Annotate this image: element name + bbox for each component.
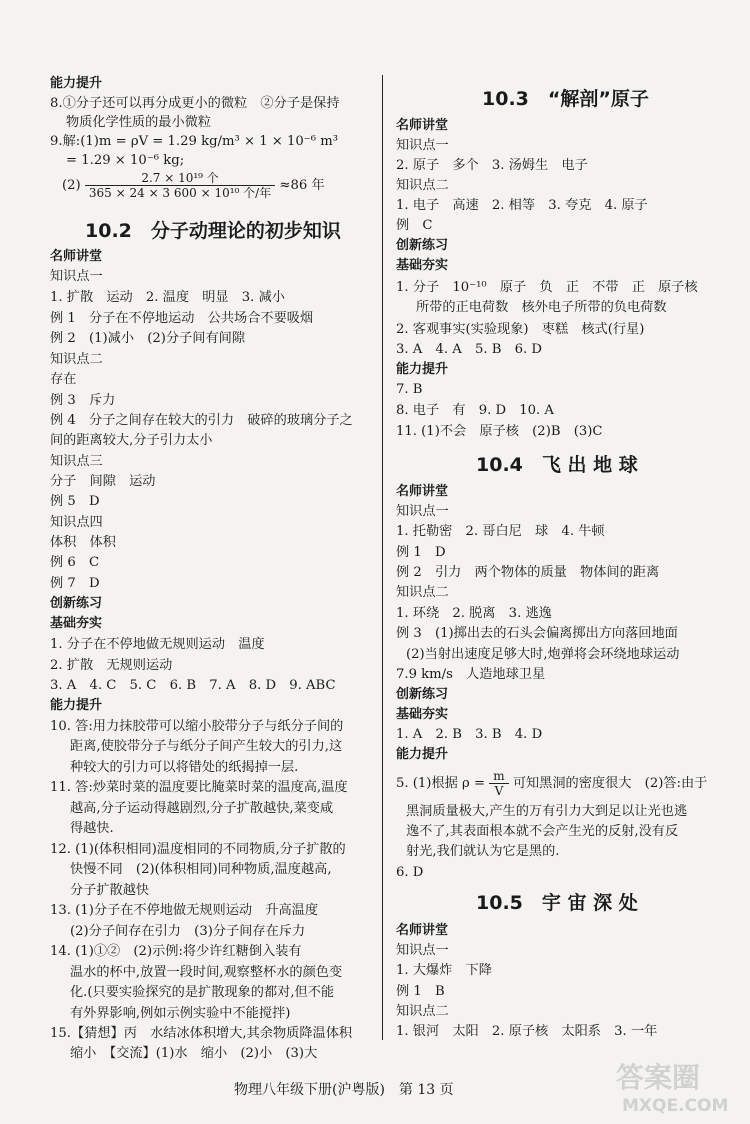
formula-lead: 5. (1)根据 ρ = bbox=[396, 776, 490, 791]
section-title-10-5 bbox=[476, 888, 638, 915]
answer-line: 例 6 C bbox=[50, 555, 100, 570]
heading-ability: 能力提升 bbox=[50, 76, 103, 91]
answer-line: 1. A 2. B 3. B 4. D bbox=[396, 727, 543, 742]
section-title-10-2 bbox=[85, 216, 341, 243]
answer-line: 2. 扩散 无规则运动 bbox=[50, 658, 173, 673]
watermark-text: 答案圈 bbox=[616, 1061, 701, 1094]
subheading: 名师讲堂 bbox=[396, 484, 449, 499]
page-footer: 物理八年级下册(沪粤版) 第 13 页 bbox=[234, 1082, 454, 1098]
answer-line: 体积 体积 bbox=[50, 535, 116, 550]
answer-line: 越高,分子运动得越剧烈,分子扩散越快,菜变咸 bbox=[70, 801, 334, 816]
formula-tail: 可知黑洞的密度很大 (2)答:由于 bbox=[512, 776, 708, 791]
fraction-numerator: m bbox=[489, 769, 508, 784]
answer-line: 射光,我们就认为它是黑的. bbox=[406, 844, 560, 859]
answer-line: 例 4 分子之间存在较大的引力 破碎的玻璃分子之 bbox=[50, 413, 353, 428]
answer-line: 间的距离较大,分子引力太小 bbox=[50, 433, 213, 448]
subheading: 创新练习 bbox=[396, 238, 449, 253]
formula-line bbox=[396, 769, 718, 798]
fraction-denominator: V bbox=[494, 784, 504, 798]
fraction-denominator: 365 × 24 × 3 600 × 10¹⁰ 个/年 bbox=[88, 186, 272, 200]
subheading: 基础夯实 bbox=[50, 616, 103, 631]
density-fraction bbox=[489, 769, 508, 798]
answer-line: 种较大的引力可以将错处的纸揭掉一层. bbox=[70, 760, 299, 775]
answer-line: 1. 分子在不停地做无规则运动 温度 bbox=[50, 637, 265, 652]
answer-line: 12. (1)(体积相同)温度相同的不同物质,分子扩散的 bbox=[50, 842, 346, 857]
answer-line: 14. (1)①② (2)示例:将少许红糖倒入装有 bbox=[50, 944, 302, 959]
knowledge-point: 知识点一 bbox=[50, 269, 103, 284]
answer-line: 逸不了,其表面根本就不会产生光的反射,没有反 bbox=[406, 824, 679, 839]
answer-line: 分子扩散越快 bbox=[70, 883, 150, 898]
answer-line: 11. 答:炒菜时菜的温度要比腌菜时菜的温度高,温度 bbox=[50, 780, 348, 795]
answer-line: 1. 大爆炸 下降 bbox=[396, 963, 492, 978]
answer-line: 10. 答:用力抹胶带可以缩小胶带分子与纸分子间的 bbox=[50, 719, 344, 734]
answer-line: (2)当射出速度足够大时,炮弹将会环绕地球运动 bbox=[406, 647, 680, 662]
answer-line: 1. 电子 高速 2. 相等 3. 夸克 4. 原子 bbox=[396, 198, 648, 213]
answer-line: 缩小 【交流】(1)水 缩小 (2)小 (3)大 bbox=[70, 1046, 318, 1061]
subheading: 名师讲堂 bbox=[396, 923, 449, 938]
answer-line: 7. B bbox=[396, 382, 423, 397]
section-number: 10.3 bbox=[482, 88, 529, 110]
answer-line: 6. D bbox=[396, 865, 424, 880]
answer-line: 3. A 4. C 5. C 6. B 7. A 8. D 9. ABC bbox=[50, 678, 336, 693]
knowledge-point: 知识点四 bbox=[50, 515, 103, 530]
answer-line: 黑洞质量极大,产生的万有引力大到足以让光也逃 bbox=[406, 804, 688, 819]
answer-line: 快慢不同 (2)(体积相同)同种物质,温度越高, bbox=[70, 862, 332, 877]
subheading: 能力提升 bbox=[50, 698, 103, 713]
answer-line: 温水的杯中,放置一段时间,观察整杯水的颜色变 bbox=[70, 965, 343, 980]
answer-line: 例 2 (1)减小 (2)分子间有间隙 bbox=[50, 331, 246, 346]
answer-line: 1. 扩散 运动 2. 温度 明显 3. 减小 bbox=[50, 290, 285, 305]
answer-line: 2. 客观事实(实验现象) 枣糕 核式(行星) bbox=[396, 322, 645, 337]
answer-line: 例 C bbox=[396, 218, 433, 233]
answer-line: 9.解:(1)m = ρV = 1.29 kg/m³ × 1 × 10⁻⁶ m³ bbox=[50, 134, 339, 149]
answer-line: 物质化学性质的最小微粒 bbox=[66, 115, 212, 130]
knowledge-point: 知识点二 bbox=[396, 585, 449, 600]
section-name: 分子动理论的初步知识 bbox=[150, 220, 341, 242]
answer-line: 例 5 D bbox=[50, 494, 100, 509]
answer-line: 3. A 4. A 5. B 6. D bbox=[396, 342, 542, 357]
subheading: 创新练习 bbox=[50, 596, 103, 611]
knowledge-point: 知识点一 bbox=[396, 943, 449, 958]
answer-line: 距离,使胶带分子与纸分子间产生较大的引力,这 bbox=[70, 739, 343, 754]
section-number: 10.5 bbox=[476, 892, 523, 914]
watermark-logo bbox=[612, 1055, 742, 1117]
answer-line: 例 1 D bbox=[396, 545, 446, 560]
fraction-label: (2) bbox=[62, 178, 81, 193]
section-title-10-4 bbox=[476, 450, 638, 477]
subheading: 能力提升 bbox=[396, 362, 449, 377]
knowledge-point: 知识点三 bbox=[50, 454, 103, 469]
answer-line: 分子 间隙 运动 bbox=[50, 474, 156, 489]
answer-line: 例 7 D bbox=[50, 576, 100, 591]
answer-line: 例 1 B bbox=[396, 984, 445, 999]
knowledge-point: 知识点二 bbox=[50, 352, 103, 367]
knowledge-point: 知识点一 bbox=[396, 504, 449, 519]
answer-line: 8. 电子 有 9. D 10. A bbox=[396, 403, 554, 418]
answer-line: 化.(只要实验探究的是扩散现象的都对,但不能 bbox=[70, 985, 335, 1000]
answer-line: 11. (1)不会 原子核 (2)B (3)C bbox=[396, 424, 603, 439]
watermark-url: MXQE.COM bbox=[622, 1096, 729, 1116]
answer-line: 2. 原子 多个 3. 汤姆生 电子 bbox=[396, 158, 588, 173]
section-name: 飞 出 地 球 bbox=[541, 454, 638, 476]
answer-line: 所带的正电荷数 核外电子所带的负电荷数 bbox=[416, 300, 667, 315]
answer-line: 15.【猜想】丙 水结冰体积增大,其余物质降温体积 bbox=[50, 1026, 353, 1041]
section-title-10-3 bbox=[482, 84, 649, 111]
answer-line: = 1.29 × 10⁻⁶ kg; bbox=[66, 153, 185, 168]
answer-line: 13. (1)分子在不停地做无规则运动 升高温度 bbox=[50, 903, 319, 918]
section-name: “解剖”原子 bbox=[547, 88, 649, 110]
knowledge-point: 知识点二 bbox=[396, 1004, 449, 1019]
subheading: 能力提升 bbox=[396, 747, 449, 762]
answer-line: (2)分子间存在引力 (3)分子间存在斥力 bbox=[70, 924, 306, 939]
section-number: 10.4 bbox=[476, 454, 523, 476]
subheading: 名师讲堂 bbox=[50, 249, 103, 264]
answer-line: 存在 bbox=[50, 372, 77, 387]
fraction-line bbox=[62, 171, 380, 200]
answer-line: 例 1 分子在不停地运动 公共场合不要吸烟 bbox=[50, 311, 314, 326]
subheading: 创新练习 bbox=[396, 687, 449, 702]
knowledge-point: 知识点一 bbox=[396, 138, 449, 153]
answer-line: 8.①分子还可以再分成更小的微粒 ②分子是保持 bbox=[50, 96, 340, 111]
answer-line: 得越快. bbox=[70, 821, 114, 836]
answer-line: 1. 托勒密 2. 哥白尼 球 4. 牛顿 bbox=[396, 524, 605, 539]
subheading: 基础夯实 bbox=[396, 258, 449, 273]
subheading: 基础夯实 bbox=[396, 707, 449, 722]
fraction bbox=[85, 171, 275, 200]
fraction-result: ≈86 年 bbox=[279, 178, 325, 193]
subheading: 名师讲堂 bbox=[396, 118, 449, 133]
answer-line: 例 3 (1)掷出去的石头会偏离掷出方向落回地面 bbox=[396, 626, 678, 641]
answer-line: 1. 银河 太阳 2. 原子核 太阳系 3. 一年 bbox=[396, 1024, 658, 1039]
answer-line: 1. 分子 10⁻¹⁰ 原子 负 正 不带 正 原子核 bbox=[396, 280, 698, 295]
answer-line: 有外界影响,例如示例实验中不能搅拌) bbox=[70, 1006, 291, 1021]
fraction-numerator: 2.7 × 10¹⁹ 个 bbox=[85, 171, 275, 186]
answer-line: 7.9 km/s 人造地球卫星 bbox=[396, 667, 546, 682]
answer-line: 例 3 斥力 bbox=[50, 393, 116, 408]
answer-line: 1. 环绕 2. 脱离 3. 逃逸 bbox=[396, 606, 552, 621]
section-number: 10.2 bbox=[85, 220, 132, 242]
section-name: 宇 宙 深 处 bbox=[541, 892, 638, 914]
answer-line: 例 2 引力 两个物体的质量 物体间的距离 bbox=[396, 565, 660, 580]
knowledge-point: 知识点二 bbox=[396, 178, 449, 193]
